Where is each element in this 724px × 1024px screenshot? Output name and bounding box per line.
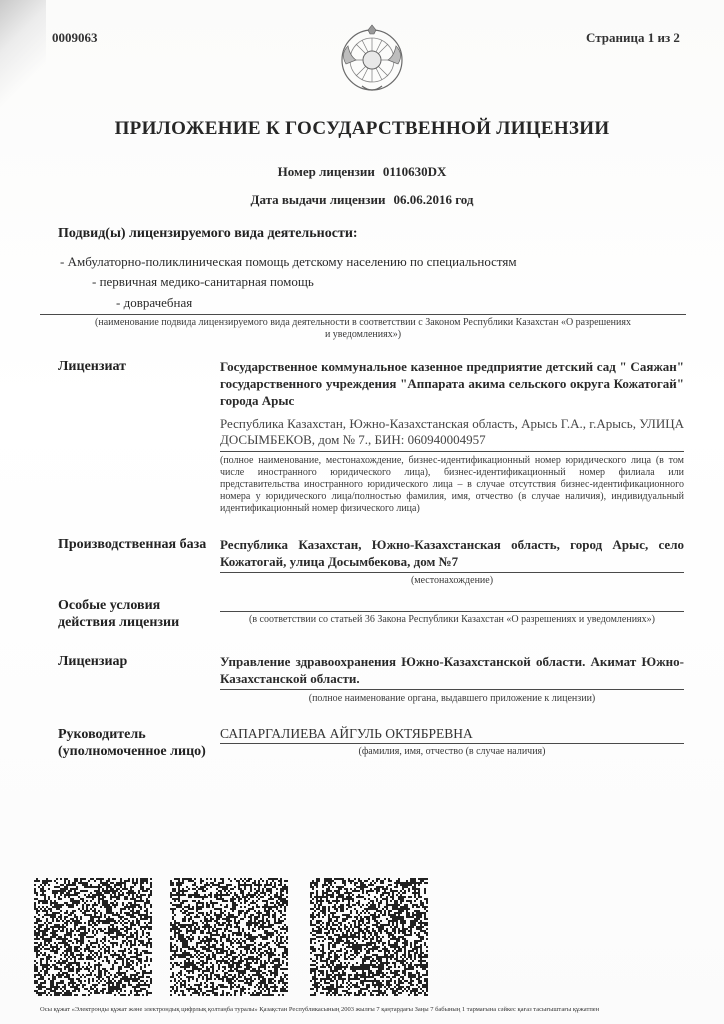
license-date-label: Дата выдачи лицензии: [250, 192, 386, 207]
footer-legal-text: Осы құжат «Электронды құжат және электрондық цифрлық қолтаңба туралы» Қазақстан Республикасының 2003 жылғы 7 қаңтардағы Заңы 7 бабының 1 тармағына сәйкес қағаз тасығыштағы құжатпен: [40, 1006, 600, 1013]
special-conditions-note: (в соответствии со статьей 36 Закона Республики Казахстан «О разрешениях и уведомлениях»): [249, 614, 655, 625]
license-number-row: [0, 164, 724, 180]
divider: [220, 451, 684, 452]
qr-code: [170, 878, 288, 996]
production-base-note: (местонахождение): [410, 575, 494, 586]
divider: [220, 611, 684, 612]
licensor-note: (полное наименование органа, выдавшего приложение к лицензии): [308, 693, 596, 704]
licensee-name: Государственное коммунальное казенное предприятие детский сад " Саяжан" государственного учреждения "Аппарата акима сельского округа Кожатогай" города Арыс: [220, 359, 684, 408]
license-number-label: Номер лицензии: [277, 164, 375, 179]
licensee-note: (полное наименование, местонахождение, бизнес-идентификационный номер юридического лица (в том числе иностранного юридического лица), бизнес-идентификационный номер филиала или представительства иностранного юридического лица – в случае отсутствия бизнес-идентификационного номера у юридического лица/полностью фамилия, имя, отчество (в случае наличия), индивидуальный идентификационный номер физического лица): [220, 455, 684, 514]
license-date-row: [0, 192, 724, 208]
divider: [220, 572, 684, 573]
subtypes-note-line: и уведомлениях»): [324, 329, 402, 340]
qr-code: [34, 878, 152, 996]
head-value: САПАРГАЛИЕВА АЙГУЛЬ ОКТЯБРЕВНА: [220, 726, 473, 741]
divider: [40, 314, 686, 315]
production-base-label: Производственная база: [58, 537, 207, 552]
licensee-address: Республика Казахстан, Южно-Казахстанская область, Арысь Г.А., г.Арысь, УЛИЦА ДОСЫМБЕКОВ, дом № 7., БИН: 060940004957: [220, 416, 684, 447]
license-date-value: 06.06.2016 год: [393, 192, 474, 207]
subtype-item: - первичная медико-санитарная помощь: [92, 274, 314, 289]
state-emblem-icon: [338, 24, 406, 96]
subtypes-heading: Подвид(ы) лицензируемого вида деятельности:: [58, 226, 358, 241]
head-note: (фамилия, имя, отчество (в случае наличия): [358, 746, 546, 757]
licensee-label: Лицензиат: [58, 359, 127, 374]
head-label-line: Руководитель: [58, 727, 146, 742]
divider: [220, 743, 684, 744]
production-base-value: Республика Казахстан, Южно-Казахстанская область, город Арыс, село Кожатогай, улица Досымбекова, дом №7: [220, 537, 684, 569]
divider: [220, 689, 684, 690]
special-conditions-label-line: Особые условия: [58, 598, 161, 613]
page-title: ПРИЛОЖЕНИЕ К ГОСУДАРСТВЕННОЙ ЛИЦЕНЗИИ: [114, 118, 610, 139]
qr-code: [310, 878, 428, 996]
license-number-value: 0110630DX: [382, 164, 447, 179]
scan-corner-shadow: [0, 0, 46, 110]
subtype-item: - доврачебная: [116, 295, 193, 310]
special-conditions-label-line: действия лицензии: [58, 615, 180, 630]
subtypes-note: [40, 317, 686, 341]
special-conditions-label: [58, 597, 179, 631]
document-number: 0009063: [52, 30, 98, 45]
head-label-line: (уполномоченное лицо): [58, 744, 206, 759]
licensor-value: Управление здравоохранения Южно-Казахстанской области. Акимат Южно-Казахстанской области.: [220, 654, 684, 686]
subtypes-note-line: (наименование подвида лицензируемого вида деятельности в соответствии с Законом Республики Казахстан «О разрешениях: [95, 317, 631, 328]
head-label: [58, 726, 206, 760]
licensor-label: Лицензиар: [58, 654, 128, 669]
subtype-item: - Амбулаторно-поликлиническая помощь детскому населению по специальностям: [60, 254, 517, 269]
page-indicator: Страница 1 из 2: [586, 30, 680, 45]
